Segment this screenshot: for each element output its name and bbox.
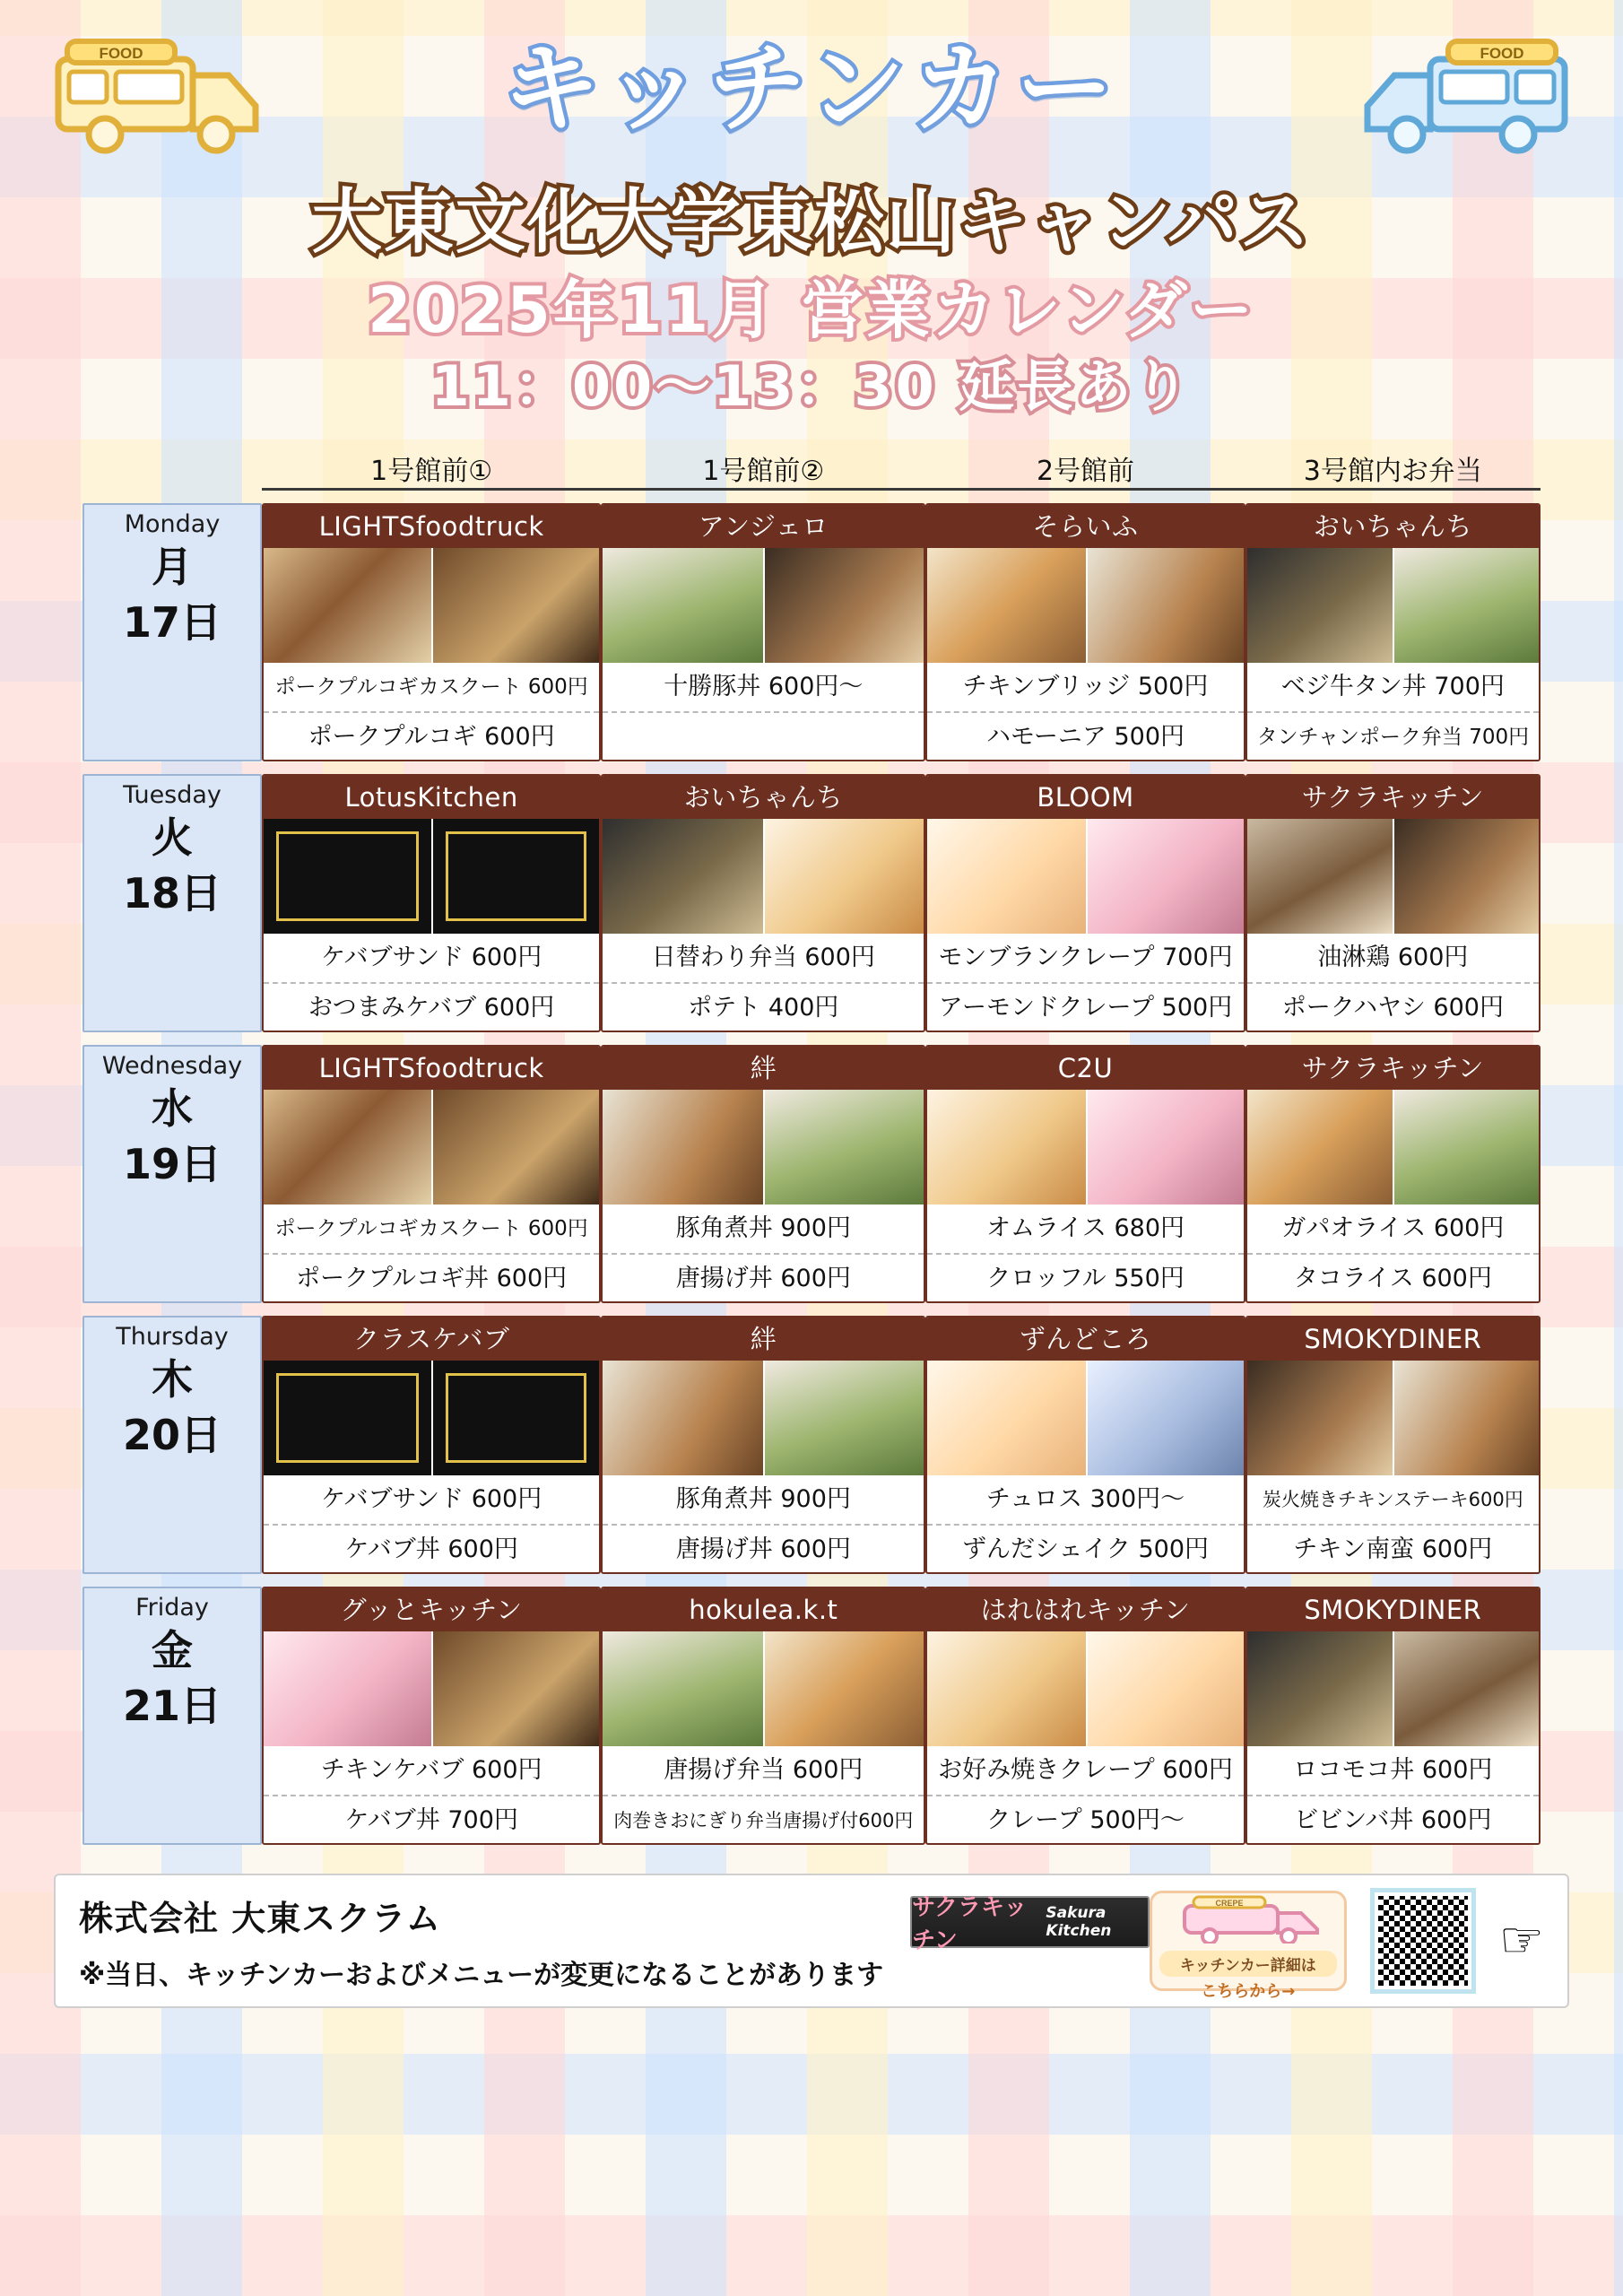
vendor-name: アンジェロ bbox=[603, 505, 924, 548]
food-photo bbox=[431, 1361, 599, 1475]
menu-item: ベジ牛タン丼 700円 bbox=[1280, 673, 1505, 700]
menu-item: チキン南蛮 600円 bbox=[1247, 1524, 1539, 1572]
food-photo bbox=[264, 1090, 431, 1205]
page-title: キッチンカー bbox=[502, 33, 1121, 145]
footer-left bbox=[79, 1891, 883, 1992]
vendor-name: そらいふ bbox=[927, 505, 1243, 548]
vendor-name: クラスケバブ bbox=[264, 1318, 599, 1361]
svg-text:FOOD: FOOD bbox=[1480, 45, 1524, 62]
menu-item: ポークプルコギカスクート 600円 bbox=[274, 675, 588, 699]
menu-item: タンチャンポーク弁当 700円 bbox=[1247, 711, 1539, 760]
vendor-name: ずんどころ bbox=[927, 1318, 1243, 1361]
vendor-box[interactable] bbox=[262, 503, 601, 761]
menu-item: 唐揚げ丼 600円 bbox=[603, 1253, 924, 1301]
food-photo bbox=[431, 819, 599, 934]
menu-item: お好み焼きクレープ 600円 bbox=[938, 1756, 1233, 1784]
vendor-box[interactable] bbox=[262, 1587, 601, 1845]
svg-text:CREPE: CREPE bbox=[1215, 1899, 1244, 1908]
day-name-jp: 木 bbox=[152, 1355, 193, 1404]
vendor-photos bbox=[927, 819, 1243, 934]
menu-item: チュロス 300円〜 bbox=[985, 1485, 1185, 1513]
vendor-box[interactable] bbox=[601, 1316, 925, 1574]
vendor-photos bbox=[1247, 548, 1539, 663]
menu-item: ポークハヤシ 600円 bbox=[1247, 982, 1539, 1031]
food-photo bbox=[1247, 1361, 1393, 1475]
menu-item: オムライス 680円 bbox=[985, 1214, 1185, 1242]
vendor-name: C2U bbox=[927, 1047, 1243, 1090]
crepe-truck-badge bbox=[1150, 1891, 1347, 2001]
day-name-en: Friday bbox=[135, 1594, 209, 1622]
menu-item: 十勝豚丼 600円〜 bbox=[664, 673, 864, 700]
vendor-cell bbox=[925, 1045, 1245, 1303]
vendor-photos bbox=[927, 1361, 1243, 1475]
food-photo bbox=[927, 1090, 1085, 1205]
calendar-row bbox=[82, 1316, 1541, 1574]
day-name-en: Thursday bbox=[116, 1323, 229, 1351]
menu-item: おつまみケバブ 600円 bbox=[264, 982, 599, 1031]
crepe-badge-text-1: キッチンカー詳細は bbox=[1159, 1951, 1337, 1977]
food-photo bbox=[927, 1631, 1085, 1746]
vendor-cell bbox=[601, 774, 925, 1032]
footer-right bbox=[1150, 1888, 1544, 2001]
vendor-cell bbox=[601, 503, 925, 761]
vendor-photos bbox=[927, 548, 1243, 663]
food-truck-icon-right bbox=[1350, 22, 1574, 165]
food-photo bbox=[763, 1631, 924, 1746]
vendor-photos bbox=[264, 548, 599, 663]
food-photo bbox=[1247, 1631, 1393, 1746]
vendor-cell bbox=[262, 774, 601, 1032]
company-name: 株式会社 大東スクラム bbox=[79, 1898, 441, 1938]
food-photo bbox=[264, 548, 431, 663]
vendor-photos bbox=[603, 1090, 924, 1205]
vendor-photos bbox=[264, 1090, 599, 1205]
menu-item: チキンブリッジ 500円 bbox=[962, 673, 1209, 700]
food-photo bbox=[264, 819, 431, 934]
food-photo bbox=[603, 548, 763, 663]
day-name-en: Tuesday bbox=[123, 781, 221, 809]
vendor-name: LIGHTSfoodtruck bbox=[264, 505, 599, 548]
calendar-title: 2025年11月 営業カレンダー bbox=[367, 274, 1256, 347]
pointing-hand-icon: ☞ bbox=[1498, 1911, 1544, 1970]
vendor-photos bbox=[927, 1631, 1243, 1746]
menu-item: ケバブ丼 600円 bbox=[264, 1524, 599, 1572]
calendar-row bbox=[82, 1045, 1541, 1303]
vendor-box[interactable] bbox=[601, 1045, 925, 1303]
vendor-name: サクラキッチン bbox=[1247, 1047, 1539, 1090]
poster-header bbox=[0, 0, 1623, 422]
calendar-row bbox=[82, 774, 1541, 1032]
footer bbox=[54, 1874, 1569, 2008]
menu-item: モンブランクレープ 700円 bbox=[938, 944, 1233, 971]
calendar-wrapper bbox=[0, 430, 1623, 1857]
food-photo bbox=[603, 819, 763, 934]
menu-item: ハモーニア 500円 bbox=[927, 711, 1243, 760]
vendor-photos bbox=[927, 1090, 1243, 1205]
vendor-cell bbox=[925, 1316, 1245, 1574]
menu-item: 唐揚げ丼 600円 bbox=[603, 1524, 924, 1572]
location-header-3: 2号館前 bbox=[925, 448, 1245, 491]
vendor-name: 絆 bbox=[603, 1047, 924, 1090]
day-cell bbox=[82, 774, 262, 1032]
day-name-jp: 月 bbox=[152, 543, 193, 591]
calendar-row bbox=[82, 503, 1541, 761]
food-photo bbox=[603, 1090, 763, 1205]
vendor-photos bbox=[603, 1631, 924, 1746]
food-photo bbox=[1247, 819, 1393, 934]
food-photo bbox=[1247, 548, 1393, 663]
vendor-box[interactable] bbox=[601, 503, 925, 761]
food-photo bbox=[431, 1090, 599, 1205]
food-photo bbox=[1247, 1090, 1393, 1205]
vendor-box[interactable] bbox=[1245, 1587, 1541, 1845]
menu-item: ビビンバ丼 600円 bbox=[1247, 1795, 1539, 1843]
vendor-name: グッとキッチン bbox=[264, 1588, 599, 1631]
menu-item: ポークプルコギ 600円 bbox=[264, 711, 599, 760]
location-header-row bbox=[82, 448, 1541, 491]
menu-item: ガパオライス 600円 bbox=[1281, 1214, 1505, 1242]
vendor-box[interactable] bbox=[1245, 1045, 1541, 1303]
day-name-en: Monday bbox=[124, 510, 221, 538]
food-photo bbox=[431, 1631, 599, 1746]
day-cell bbox=[82, 1045, 262, 1303]
vendor-photos bbox=[1247, 1631, 1539, 1746]
sakura-logo-main: サクラキッチン bbox=[912, 1894, 1028, 1954]
food-photo bbox=[763, 1361, 924, 1475]
vendor-box[interactable] bbox=[925, 1045, 1245, 1303]
day-name-en: Wednesday bbox=[101, 1052, 243, 1080]
vendor-photos bbox=[603, 548, 924, 663]
sakura-logo-sub: Sakura Kitchen bbox=[1046, 1904, 1112, 1940]
menu-item: ポークプルコギカスクート 600円 bbox=[274, 1217, 588, 1240]
sakura-kitchen-logo bbox=[910, 1894, 1150, 1954]
vendor-cell bbox=[262, 503, 601, 761]
vendor-cell bbox=[601, 1587, 925, 1845]
food-photo bbox=[1393, 1361, 1539, 1475]
footer-note: ※当日、キッチンカーおよびメニューが変更になることがあります bbox=[79, 1959, 884, 1991]
day-date: 18日 bbox=[122, 869, 221, 918]
menu-item: 炭火焼きチキンステーキ600円 bbox=[1262, 1489, 1523, 1510]
menu-item: チキンケバブ 600円 bbox=[320, 1756, 542, 1784]
vendor-cell bbox=[925, 774, 1245, 1032]
day-name-jp: 火 bbox=[152, 813, 193, 862]
vendor-photos bbox=[603, 1361, 924, 1475]
vendor-cell bbox=[1245, 503, 1541, 761]
food-photo bbox=[1086, 1631, 1244, 1746]
vendor-name: SMOKYDINER bbox=[1247, 1318, 1539, 1361]
food-photo bbox=[1086, 819, 1244, 934]
corner-cell bbox=[82, 448, 262, 491]
vendor-photos bbox=[264, 1361, 599, 1475]
food-photo bbox=[1086, 548, 1244, 663]
menu-item: ポークプルコギ丼 600円 bbox=[264, 1253, 599, 1301]
vendor-box[interactable] bbox=[601, 1587, 925, 1845]
menu-item: ケバブ丼 700円 bbox=[264, 1795, 599, 1843]
menu-item: 豚角煮丼 900円 bbox=[675, 1485, 851, 1513]
vendor-cell bbox=[925, 1587, 1245, 1845]
menu-item: 唐揚げ弁当 600円 bbox=[664, 1756, 864, 1784]
calendar-body bbox=[82, 503, 1541, 1845]
vendor-photos bbox=[1247, 1361, 1539, 1475]
menu-item: アーモンドクレープ 500円 bbox=[927, 982, 1243, 1031]
vendor-name: BLOOM bbox=[927, 776, 1243, 819]
vendor-cell bbox=[1245, 1587, 1541, 1845]
vendor-box[interactable] bbox=[925, 503, 1245, 761]
vendor-cell bbox=[1245, 1316, 1541, 1574]
vendor-name: LIGHTSfoodtruck bbox=[264, 1047, 599, 1090]
vendor-name: おいちゃんち bbox=[1247, 505, 1539, 548]
day-name-jp: 水 bbox=[152, 1084, 193, 1133]
vendor-cell bbox=[1245, 1045, 1541, 1303]
vendor-photos bbox=[1247, 819, 1539, 934]
menu-item: クレープ 500円〜 bbox=[927, 1795, 1243, 1843]
food-photo bbox=[1086, 1090, 1244, 1205]
food-photo bbox=[763, 548, 924, 663]
vendor-name: サクラキッチン bbox=[1247, 776, 1539, 819]
location-header-2: 1号館前② bbox=[601, 448, 925, 491]
vendor-box[interactable] bbox=[262, 1045, 601, 1303]
day-cell bbox=[82, 1587, 262, 1845]
vendor-box[interactable] bbox=[262, 1316, 601, 1574]
qr-code[interactable] bbox=[1370, 1888, 1476, 1994]
menu-item: ケバブサンド 600円 bbox=[321, 1485, 542, 1513]
location-header-4: 3号館内お弁当 bbox=[1245, 448, 1541, 491]
menu-item: ずんだシェイク 500円 bbox=[927, 1524, 1243, 1572]
food-photo bbox=[763, 819, 924, 934]
vendor-photos bbox=[1247, 1090, 1539, 1205]
food-photo bbox=[1393, 819, 1539, 934]
vendor-cell bbox=[262, 1045, 601, 1303]
vendor-cell bbox=[1245, 774, 1541, 1032]
food-photo bbox=[1393, 1090, 1539, 1205]
food-truck-icon-left bbox=[49, 22, 273, 165]
menu-item: ポテト 400円 bbox=[603, 982, 924, 1031]
food-photo bbox=[763, 1090, 924, 1205]
day-date: 20日 bbox=[122, 1411, 221, 1459]
vendor-box[interactable] bbox=[601, 774, 925, 1032]
menu-item: クロッフル 550円 bbox=[927, 1253, 1243, 1301]
calendar-row bbox=[82, 1587, 1541, 1845]
vendor-box[interactable] bbox=[1245, 774, 1541, 1032]
crepe-truck-icon bbox=[1154, 1893, 1342, 1944]
vendor-photos bbox=[264, 819, 599, 934]
vendor-box[interactable] bbox=[925, 1587, 1245, 1845]
location-header-1: 1号館前① bbox=[262, 448, 601, 491]
vendor-name: SMOKYDINER bbox=[1247, 1588, 1539, 1631]
food-photo bbox=[927, 819, 1085, 934]
vendor-photos bbox=[603, 819, 924, 934]
menu-item: ロコモコ丼 600円 bbox=[1293, 1756, 1493, 1784]
day-cell bbox=[82, 1316, 262, 1574]
vendor-name: はれはれキッチン bbox=[927, 1588, 1243, 1631]
qr-code-pattern bbox=[1378, 1896, 1468, 1986]
vendor-name: 絆 bbox=[603, 1318, 924, 1361]
vendor-box[interactable] bbox=[1245, 1316, 1541, 1574]
business-hours: 11：00〜13：30 延長あり bbox=[430, 353, 1193, 419]
menu-item: ケバブサンド 600円 bbox=[321, 944, 542, 971]
vendor-box[interactable] bbox=[1245, 503, 1541, 761]
food-photo bbox=[603, 1361, 763, 1475]
vendor-cell bbox=[601, 1045, 925, 1303]
vendor-name: おいちゃんち bbox=[603, 776, 924, 819]
vendor-photos bbox=[264, 1631, 599, 1746]
food-photo bbox=[1086, 1361, 1244, 1475]
vendor-name: hokulea.k.t bbox=[603, 1588, 924, 1631]
day-cell bbox=[82, 503, 262, 761]
food-photo bbox=[1393, 1631, 1539, 1746]
food-photo bbox=[264, 1631, 431, 1746]
vendor-cell bbox=[601, 1316, 925, 1574]
day-date: 17日 bbox=[122, 598, 221, 647]
day-date: 21日 bbox=[122, 1682, 221, 1730]
vendor-cell bbox=[925, 503, 1245, 761]
food-photo bbox=[927, 548, 1085, 663]
food-photo bbox=[264, 1361, 431, 1475]
day-date: 19日 bbox=[122, 1140, 221, 1188]
campus-subtitle: 大東文化大学東松山キャンパス bbox=[311, 182, 1312, 263]
food-photo bbox=[431, 548, 599, 663]
food-photo bbox=[603, 1631, 763, 1746]
svg-text:FOOD: FOOD bbox=[99, 45, 143, 62]
food-photo bbox=[1393, 548, 1539, 663]
menu-item: 豚角煮丼 900円 bbox=[675, 1214, 851, 1242]
vendor-box[interactable] bbox=[925, 774, 1245, 1032]
vendor-cell bbox=[262, 1587, 601, 1845]
menu-item: タコライス 600円 bbox=[1247, 1253, 1539, 1301]
menu-item: 日替わり弁当 600円 bbox=[651, 944, 875, 971]
crepe-badge-text-2: こちらから→ bbox=[1201, 1982, 1296, 2001]
menu-item bbox=[603, 711, 924, 760]
menu-item: 油淋鶏 600円 bbox=[1317, 944, 1469, 971]
calendar-table bbox=[82, 436, 1541, 1857]
vendor-cell bbox=[262, 1316, 601, 1574]
food-photo bbox=[927, 1361, 1085, 1475]
vendor-box[interactable] bbox=[925, 1316, 1245, 1574]
vendor-box[interactable] bbox=[262, 774, 601, 1032]
day-name-jp: 金 bbox=[152, 1626, 193, 1674]
vendor-name: LotusKitchen bbox=[264, 776, 599, 819]
title-row bbox=[0, 9, 1623, 179]
menu-item: 肉巻きおにぎり弁当唐揚げ付600円 bbox=[603, 1795, 924, 1843]
